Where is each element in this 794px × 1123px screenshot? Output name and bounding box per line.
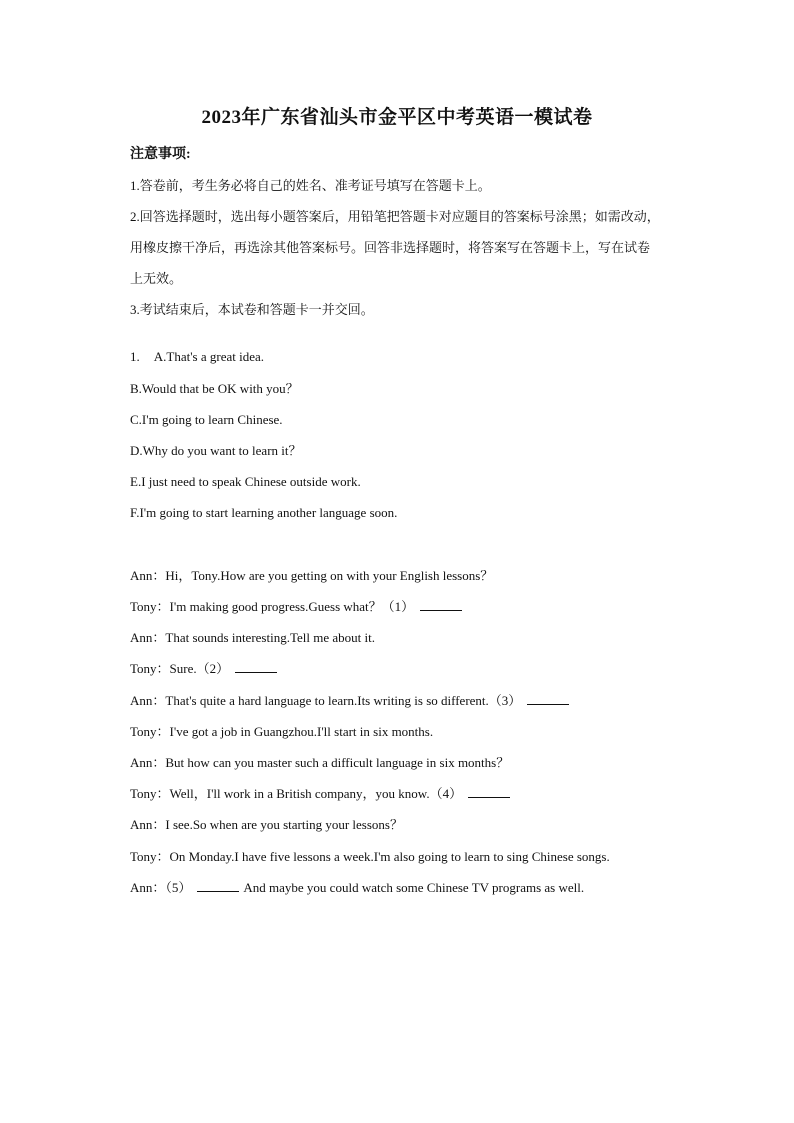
- dialogue-line: Tony：On Monday.I have five lessons a week.I'm also going to learn to sing Chinese songs.: [130, 849, 610, 864]
- notice-item-2-end: 上无效。: [130, 271, 183, 286]
- dialogue-line: Tony：I've got a job in Guangzhou.I'll start in six months.: [130, 724, 434, 739]
- notice-item-1: 1.答卷前，考生务必将自己的姓名、准考证号填写在答题卡上。: [130, 178, 491, 193]
- dialogue-line: Ann：That's quite a hard language to learn.Its writing is so different.（3）: [130, 692, 569, 710]
- dialogue-line: Ann：I see.So when are you starting your lessons？: [130, 817, 403, 832]
- exam-title: 2023年广东省汕头市金平区中考英语一模试卷: [201, 107, 593, 128]
- answer-blank[interactable]: [197, 879, 239, 892]
- dialogue-line: Ann：That sounds interesting.Tell me about it.: [130, 630, 375, 645]
- answer-blank[interactable]: [420, 598, 462, 611]
- option-c: C.I'm going to learn Chinese.: [130, 412, 283, 427]
- notice-item-3: 3.考试结束后，本试卷和答题卡一并交回。: [130, 302, 374, 317]
- option-b: B.Would that be OK with you？: [130, 381, 299, 396]
- dialogue-line: Ann：Hi，Tony.How are you getting on with your English lessons？: [130, 568, 494, 583]
- dialogue-line: Tony：Well，I'll work in a British company，you know.（4）: [130, 785, 510, 803]
- question-option-a-line: [130, 348, 264, 366]
- option-a: A.That's a great idea.: [153, 349, 265, 364]
- answer-blank[interactable]: [527, 692, 569, 705]
- answer-blank[interactable]: [235, 660, 277, 673]
- dialogue-line: Tony：I'm making good progress.Guess what？（1）: [130, 598, 462, 616]
- notice-item-2: 2.回答选择题时，选出每小题答案后，用铅笔把答题卡对应题目的答案标号涂黑；如需改动，: [130, 209, 660, 224]
- answer-blank[interactable]: [468, 785, 510, 798]
- dialogue-line: Ann：But how can you master such a difficult language in six months？: [130, 755, 510, 770]
- dialogue-line: Tony：Sure.（2）: [130, 660, 277, 678]
- question-number: 1.: [130, 349, 140, 364]
- option-f: F.I'm going to start learning another language soon.: [130, 505, 398, 520]
- option-d: D.Why do you want to learn it？: [130, 443, 302, 458]
- dialogue-line: Ann：（5） And maybe you could watch some Chinese TV programs as well.: [130, 880, 585, 895]
- notice-heading: 注意事项:: [130, 147, 191, 162]
- option-e: E.I just need to speak Chinese outside work.: [130, 474, 361, 489]
- notice-item-2-cont: 用橡皮擦干净后，再选涂其他答案标号。回答非选择题时，将答案写在答题卡上，写在试卷: [130, 240, 651, 255]
